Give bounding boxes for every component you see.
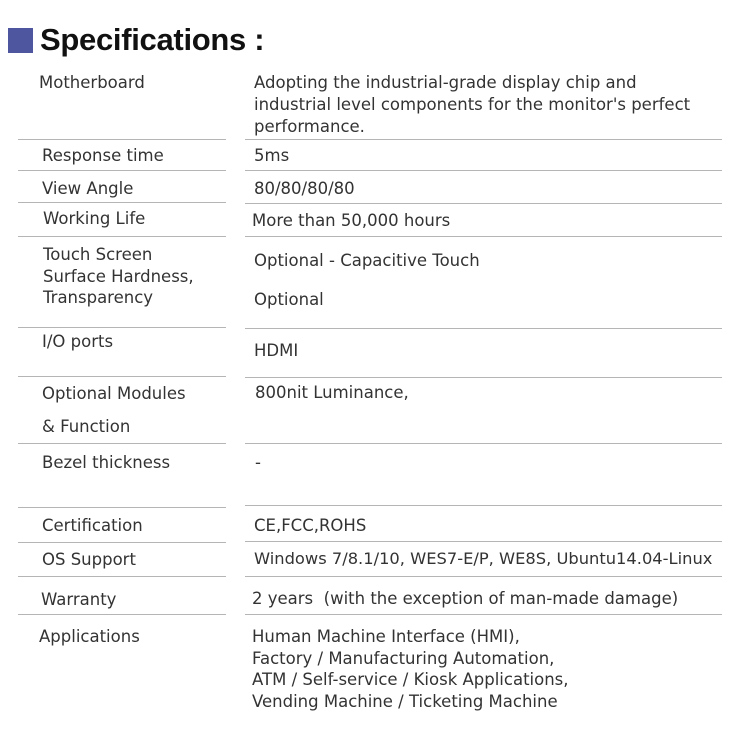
row-divider <box>245 443 722 444</box>
row-divider <box>18 443 226 444</box>
row-divider <box>245 236 722 237</box>
spec-value-warranty: 2 years (with the exception of man-made damage) <box>252 589 679 608</box>
spec-value-certification: CE,FCC,ROHS <box>254 516 367 535</box>
spec-value-touch-screen-line2: Optional <box>254 290 324 309</box>
row-divider <box>18 576 226 577</box>
row-divider <box>18 614 226 615</box>
spec-value-working-life: More than 50,000 hours <box>252 211 451 230</box>
row-divider <box>18 202 226 203</box>
spec-value-motherboard-line1: Adopting the industrial-grade display chip and <box>254 73 637 92</box>
page-title: Specifications : <box>40 22 265 57</box>
spec-label-optional-modules-line2: & Function <box>42 417 131 436</box>
row-divider <box>245 576 722 577</box>
spec-label-touch-screen-line2: Surface Hardness, <box>43 267 194 286</box>
heading-bullet-square <box>8 28 33 53</box>
row-divider <box>18 170 226 171</box>
row-divider <box>18 376 226 377</box>
row-divider <box>18 542 226 543</box>
spec-value-optional-modules: 800nit Luminance, <box>255 383 409 402</box>
row-divider <box>18 507 226 508</box>
row-divider <box>18 236 226 237</box>
section-heading <box>8 20 264 60</box>
spec-label-os-support: OS Support <box>42 550 136 569</box>
spec-value-os-support: Windows 7/8.1/10, WES7-E/P, WE8S, Ubuntu14.04-Linux <box>254 549 713 568</box>
spec-label-optional-modules-line1: Optional Modules <box>42 384 186 403</box>
row-divider <box>245 139 722 140</box>
spec-value-response-time: 5ms <box>254 146 290 165</box>
row-divider <box>18 327 226 328</box>
spec-label-touch-screen-line1: Touch Screen <box>43 245 153 264</box>
row-divider <box>245 505 722 506</box>
spec-value-applications-line4: Vending Machine / Ticketing Machine <box>252 692 558 711</box>
row-divider <box>245 614 722 615</box>
spec-label-view-angle: View Angle <box>42 179 134 198</box>
spec-value-motherboard-line2: industrial level components for the monitor's perfect <box>254 95 691 114</box>
spec-value-applications-line3: ATM / Self-service / Kiosk Applications, <box>252 670 569 689</box>
row-divider <box>18 139 226 140</box>
spec-value-applications-line1: Human Machine Interface (HMI), <box>252 627 520 646</box>
spec-value-applications-line2: Factory / Manufacturing Automation, <box>252 649 555 668</box>
spec-label-bezel-thickness: Bezel thickness <box>42 453 171 472</box>
row-divider <box>245 541 722 542</box>
spec-value-view-angle: 80/80/80/80 <box>254 179 355 198</box>
spec-value-io-ports: HDMI <box>254 341 299 360</box>
spec-label-warranty: Warranty <box>41 590 117 609</box>
spec-label-applications: Applications <box>39 627 140 646</box>
spec-label-motherboard: Motherboard <box>39 73 145 92</box>
spec-label-response-time: Response time <box>42 146 164 165</box>
spec-value-motherboard-line3: performance. <box>254 117 365 136</box>
spec-label-touch-screen-line3: Transparency <box>43 288 154 307</box>
spec-label-io-ports: I/O ports <box>42 332 114 351</box>
row-divider <box>245 170 722 171</box>
spec-label-working-life: Working Life <box>43 209 146 228</box>
row-divider <box>245 328 722 329</box>
row-divider <box>245 377 722 378</box>
spec-value-touch-screen-line1: Optional - Capacitive Touch <box>254 251 480 270</box>
spec-label-certification: Certification <box>42 516 143 535</box>
spec-value-bezel-thickness: - <box>255 453 261 472</box>
row-divider <box>245 203 722 204</box>
